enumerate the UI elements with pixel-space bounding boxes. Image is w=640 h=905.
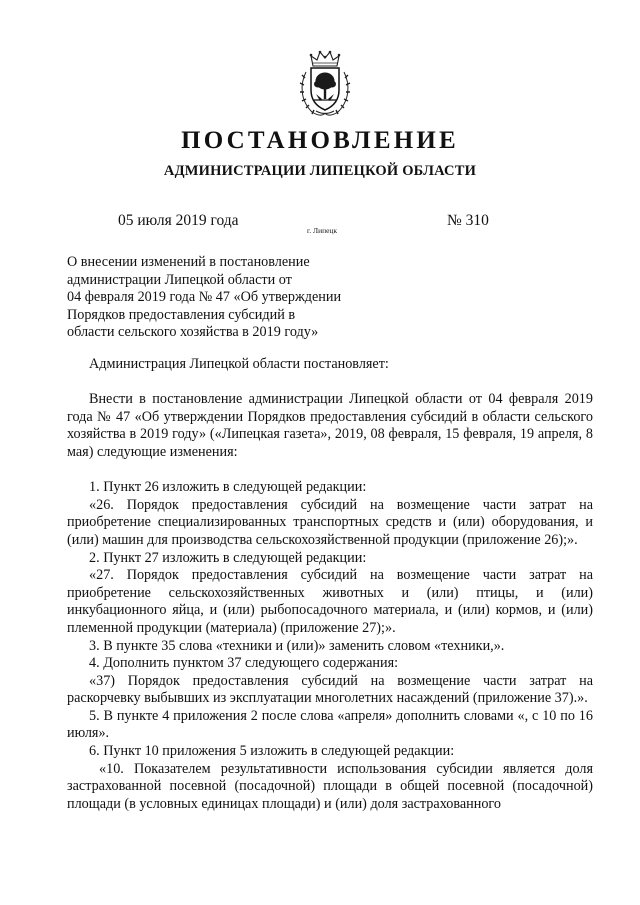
subject-line: области сельского хозяйства в 2019 году» — [67, 324, 319, 341]
document-subtitle: АДМИНИСТРАЦИИ ЛИПЕЦКОЙ ОБЛАСТИ — [163, 163, 477, 179]
document-body — [67, 356, 593, 813]
document-city: г. Липецк — [307, 226, 338, 235]
amendment-quote: «26. Порядок предоставления субсидий на возмещение части затрат на приобретение специализированных транспортных средств и (или) оборудования, и (или) машин для производства сельскохозяйственной продукции (приложение 26);». — [67, 496, 593, 548]
document-number: № 310 — [447, 212, 489, 229]
amendment-item: 6. Пункт 10 приложения 5 изложить в следующей редакции: — [89, 743, 455, 760]
amendment-item: 1. Пункт 26 изложить в следующей редакции: — [89, 479, 367, 496]
amendment-quote: «27. Порядок предоставления субсидий на возмещение части затрат на приобретение сельскохозяйственных животных и (или) птицы, и (или) инкубационного яйца, и (или) рыбопосадочного материала, и (или) кормов, и (или) племенной продукции (материала) (приложение 27);». — [67, 567, 593, 636]
amendment-item: 2. Пункт 27 изложить в следующей редакции: — [89, 549, 367, 566]
subject-line: администрации Липецкой области от — [67, 271, 292, 288]
document-subject — [67, 254, 397, 342]
subject-line: Порядков предоставления субсидий в — [67, 306, 296, 323]
amendment-item: 3. В пункте 35 слова «техники и (или)» заменить словом «техники,». — [89, 637, 505, 654]
document-date: 05 июля 2019 года — [118, 212, 239, 229]
resolution-intro: Администрация Липецкой области постановляет: — [89, 356, 389, 372]
coat-of-arms-emblem — [298, 50, 352, 118]
document-title: ПОСТАНОВЛЕНИЕ — [181, 127, 459, 154]
amendment-item: 4. Дополнить пунктом 37 следующего содержания: — [89, 655, 399, 672]
subject-line: 04 февраля 2019 года № 47 «Об утверждении — [67, 289, 342, 306]
amendment-item: 5. В пункте 4 приложения 2 после слова «апреля» дополнить словами «, с 10 по 16 июля». — [67, 707, 593, 742]
body-paragraph: Внести в постановление администрации Липецкой области от 04 февраля 2019 года № 47 «Об утверждении Порядков предоставления субсидий в области сельского хозяйства в 2019 году» («Липецкая газета», 2019, 08 февраля, 15 февраля, 19 апреля, 8 мая) следующие изменения: — [67, 391, 593, 460]
amendment-quote: «37) Порядок предоставления субсидий на возмещение части затрат на раскорчевку выбывших из эксплуатации многолетних насаждений (приложение 37).». — [67, 672, 593, 707]
subject-line: О внесении изменений в постановление — [67, 254, 310, 270]
amendment-quote: «10. Показателем результативности использования субсидии является доля застрахованной посевной (посадочной) площади в общей посевной (посадочной) площади (в условных единицах площади) и (или) доля застрахованного — [67, 760, 593, 812]
